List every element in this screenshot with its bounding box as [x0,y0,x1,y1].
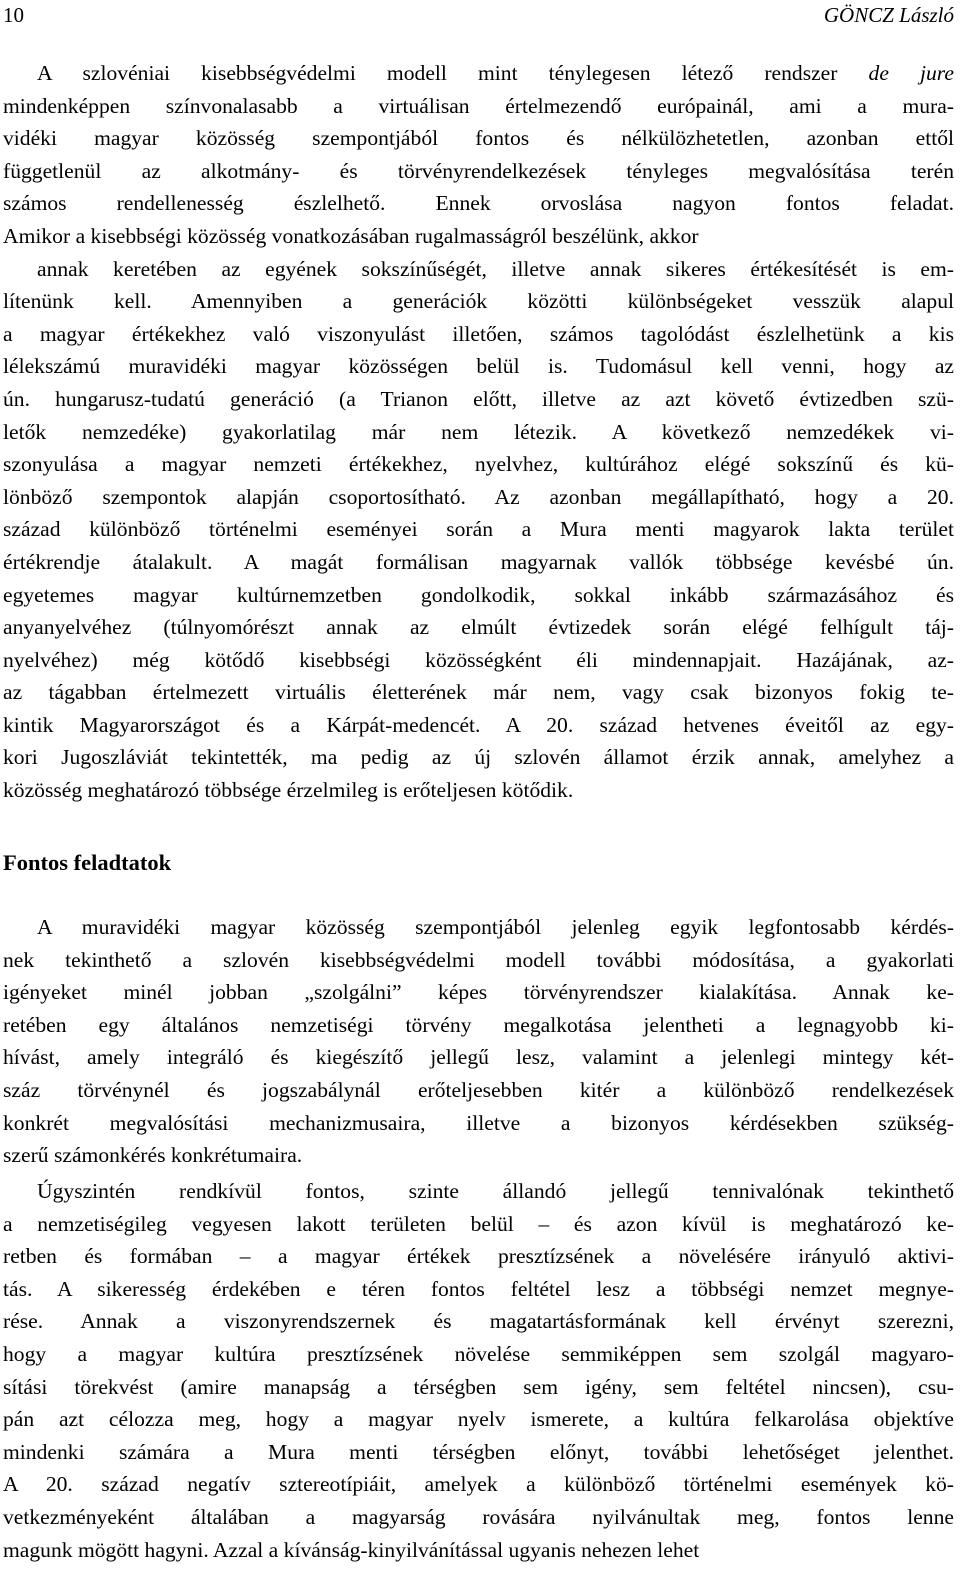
text-line [3,1534,954,1567]
text-line [3,944,954,977]
text-line [3,1107,954,1140]
section-heading: Fontos feladtatok [3,850,172,875]
text-segment: A szlovéniai kisebbségvédelmi modell mint ténylegesen létező rendszer [37,61,869,85]
text-line [3,1338,954,1371]
text-line [3,1371,954,1404]
text-line [3,350,954,383]
text-line [3,481,954,514]
text-line [3,187,954,220]
text-line [3,90,954,123]
paragraph-1 [3,57,954,807]
text-line [3,1501,954,1534]
text-line [3,976,954,1009]
text-line [3,155,954,188]
text-segment: függetlenül az alkotmány- és törvényrendelkezések tényleges megvalósítása terén [3,158,954,183]
text-segment: száz törvénynél és jogszabálynál erőteljesebben kitér a különböző rendelkezések [3,1077,954,1102]
text-segment: hívást, amely integráló és kiegészítő jellegű lesz, valamint a jelenlegi mintegy két- [3,1045,954,1070]
text-line [3,1139,954,1172]
text-segment: nyelvéhez) még kötődő kisebbségi közösségként éli mindennapjait. Hazájának, az- [3,647,954,672]
text-line [3,513,954,546]
text-line [3,448,954,481]
text-line [3,676,954,709]
text-segment: lönböző szempontok alapján csoportosítható. Az azonban megállapítható, hogy a 20. [3,484,954,509]
text-line [3,1273,954,1306]
text-segment: A muravidéki magyar közösség szempontjából jelenleg egyik legfontosabb kérdés- [37,915,954,939]
text-line [3,57,954,90]
text-segment: a nemzetiségileg vegyesen lakott területen belül – és azon kívül is meghatározó ke- [3,1211,954,1236]
text-segment: pán azt célozza meg, hogy a magyar nyelv ismerete, a kultúra felkarolása objektíve [3,1407,954,1432]
text-segment: mindenképpen színvonalasabb a virtuálisan értelmezendő európainál, ami a mura- [3,93,954,118]
text-segment: annak keretében az egyének sokszínűségét, illetve annak sikeres értékesítését is em- [37,256,954,281]
text-segment: retében egy általános nemzetiségi törvény megalkotása jelentheti a legnagyobb ki- [3,1012,954,1037]
text-line [3,741,954,774]
text-line [3,383,954,416]
text-segment: lélekszámú muravidéki magyar közösségen belül is. Tudomásul kell venni, hogy az [3,354,954,379]
text-segment: nek tekinthető a szlovén kisebbségvédelmi modell további módosítása, a gyakorlati [3,947,954,972]
text-segment: tás. A sikeresség érdekében e téren fontos feltétel lesz a többségi nemzet megnye- [3,1276,954,1301]
text-segment: vidéki magyar közösség szempontjából fontos és nélkülözhetetlen, azonban ettől [3,126,954,151]
text-segment: lítenünk kell. Amennyiben a generációk közötti különbségeket vesszük alapul [3,289,954,314]
text-line [3,122,954,155]
text-line [3,911,954,944]
text-segment: számos rendellenesség észlelhető. Ennek orvoslása nagyon fontos feladat. [3,191,954,216]
text-line [3,709,954,742]
paragraph-3 [3,1175,954,1566]
text-segment: Úgyszintén rendkívül fontos, szinte állandó jellegű tennivalónak tekinthető [37,1179,954,1203]
text-line [3,1305,954,1338]
text-line [3,1436,954,1469]
text-segment: A 20. század negatív sztereotípiáit, amelyek a különböző történelmi események kö- [3,1472,954,1497]
text-line [3,318,954,351]
text-segment: retben és formában – a magyar értékek presztízsének a növelésére irányuló aktivi- [3,1244,954,1269]
text-segment: vetkezményeként általában a magyarság rovására nyilvánultak meg, fontos lenne [3,1504,954,1529]
paragraph-2 [3,911,954,1172]
text-segment: igényeket minél jobban „szolgálni” képes törvényrendszer kialakítása. Annak ke- [3,980,954,1005]
text-line [3,579,954,612]
text-line [3,1074,954,1107]
page-number: 10 [3,3,24,27]
text-line [3,253,954,286]
text-line [3,1468,954,1501]
text-line [3,1208,954,1241]
text-segment: anyanyelvéhez (túlnyomórészt annak az elmúlt évtizedek során elégé felhígult táj- [3,615,954,640]
text-segment: ún. hungarusz-tudatú generáció (a Trianon előtt, illetve az azt követő évtizedben szü- [3,386,954,411]
text-segment: század különböző történelmi eseményei során a Mura menti magyarok lakta terület [3,517,954,542]
text-line [3,1403,954,1436]
text-segment: sítási törekvést (amire manapság a térségben sem igény, sem feltétel nincsen), csu- [3,1374,954,1399]
text-segment: az tágabban értelmezett virtuális életterének már nem, vagy csak bizonyos fokig te- [3,680,954,705]
page-header [3,3,954,35]
text-segment: szonyulása a magyar nemzeti értékekhez, nyelvhez, kultúrához elégé sokszínű és kü- [3,452,954,477]
text-line [3,416,954,449]
text-segment: letők nemzedéke) gyakorlatilag már nem létezik. A következő nemzedékek vi- [3,419,954,444]
text-segment: egyetemes magyar kultúrnemzetben gondolkodik, sokkal inkább származásához és [3,582,954,607]
running-title: GÖNCZ László [823,3,954,27]
text-segment: kori Jugoszláviát tekintették, ma pedig az új szlovén államot érzik annak, amelyhez a [3,745,954,770]
text-segment: mindenki számára a Mura menti térségben előnyt, további lehetőséget jelenthet. [3,1439,954,1464]
text-segment: konkrét megvalósítási mechanizmusaira, illetve a bizonyos kérdésekben szükség- [3,1110,954,1135]
text-line [3,1175,954,1208]
text-segment: közösség meghatározó többsége érzelmileg is erőteljesen kötődik. [3,778,574,803]
text-line [3,644,954,677]
text-line [3,774,954,807]
text-line [3,220,954,253]
text-segment: rése. Annak a viszonyrendszernek és magatartásformának kell érvényt szerezni, [3,1309,954,1334]
text-line [3,1041,954,1074]
text-segment: értékrendje átalakult. A magát formálisan magyarnak vallók többsége kevésbé ún. [3,549,954,574]
text-line [3,1240,954,1273]
text-line [3,611,954,644]
text-segment: Amikor a kisebbségi közösség vonatkozásában rugalmasságról beszélünk, akkor [3,223,699,248]
text-segment: magunk mögött hagyni. Azzal a kívánság-kinyilvánítással ugyanis nehezen lehet [3,1537,700,1562]
italic-term: de jure [868,61,954,85]
text-line [3,546,954,579]
text-segment: szerű számonkérés konkrétumaira. [3,1143,303,1168]
text-segment: kintik Magyarországot és a Kárpát-medencét. A 20. század hetvenes éveitől az egy- [3,712,954,737]
text-line [3,1009,954,1042]
text-line [3,285,954,318]
text-segment: a magyar értékekhez való viszonyulást illetően, számos tagolódást észlelhetünk a kis [3,321,954,346]
text-segment: hogy a magyar kultúra presztízsének növelése semmiképpen sem szolgál magyaro- [3,1341,954,1366]
